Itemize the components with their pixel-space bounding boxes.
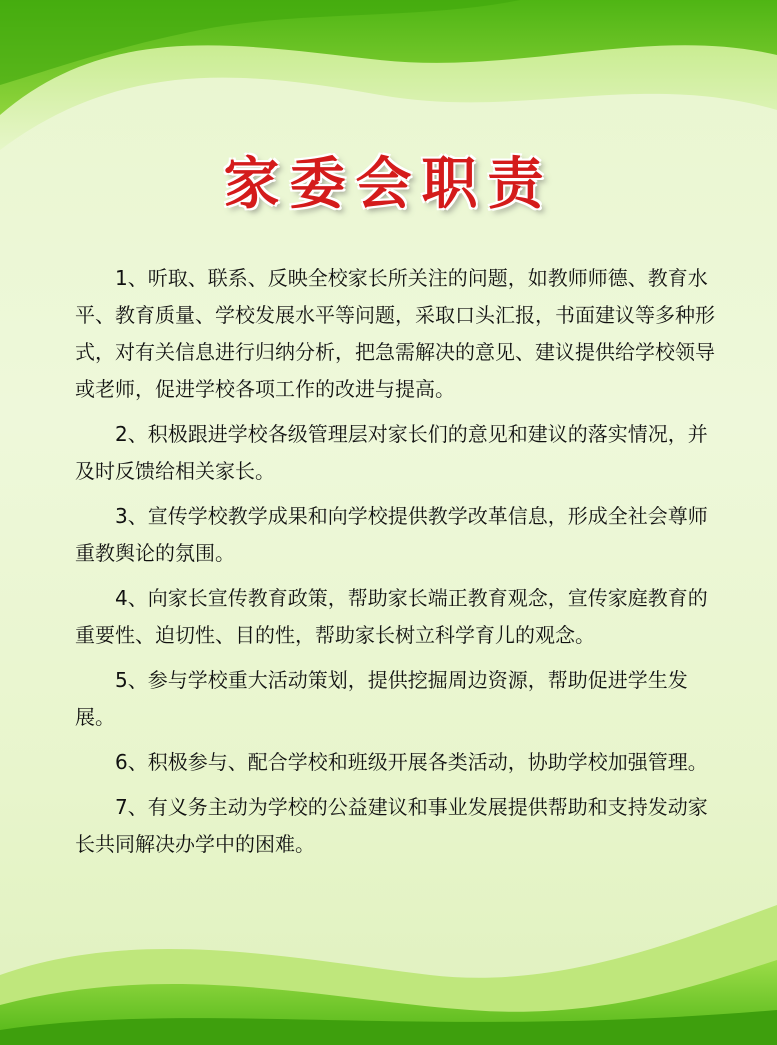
duties-list: [75, 260, 715, 871]
duty-item: 5、参与学校重大活动策划，提供挖掘周边资源，帮助促进学生发展。: [75, 668, 688, 729]
duty-item: 6、积极参与、配合学校和班级开展各类活动，协助学校加强管理。: [115, 750, 708, 774]
page-title: 家委会职责: [223, 151, 554, 217]
duty-item: 4、向家长宣传教育政策，帮助家长端正教育观念，宣传家庭教育的重要性、迫切性、目的性，帮助家长树立科学育儿的观念。: [75, 586, 708, 647]
duty-item: 7、有义务主动为学校的公益建议和事业发展提供帮助和支持发动家长共同解决办学中的困难。: [75, 795, 708, 856]
duty-item: 2、积极跟进学校各级管理层对家长们的意见和建议的落实情况，并及时反馈给相关家长。: [75, 422, 708, 483]
duty-item: 3、宣传学校教学成果和向学校提供教学改革信息，形成全社会尊师重教舆论的氛围。: [75, 504, 708, 565]
duty-item: 1、听取、联系、反映全校家长所关注的问题，如教师师德、教育水平、教育质量、学校发展水平等问题，采取口头汇报，书面建议等多种形式，对有关信息进行归纳分析，把急需解决的意见、建议提供给学校领导或老师，促进学校各项工作的改进与提高。: [75, 266, 715, 401]
